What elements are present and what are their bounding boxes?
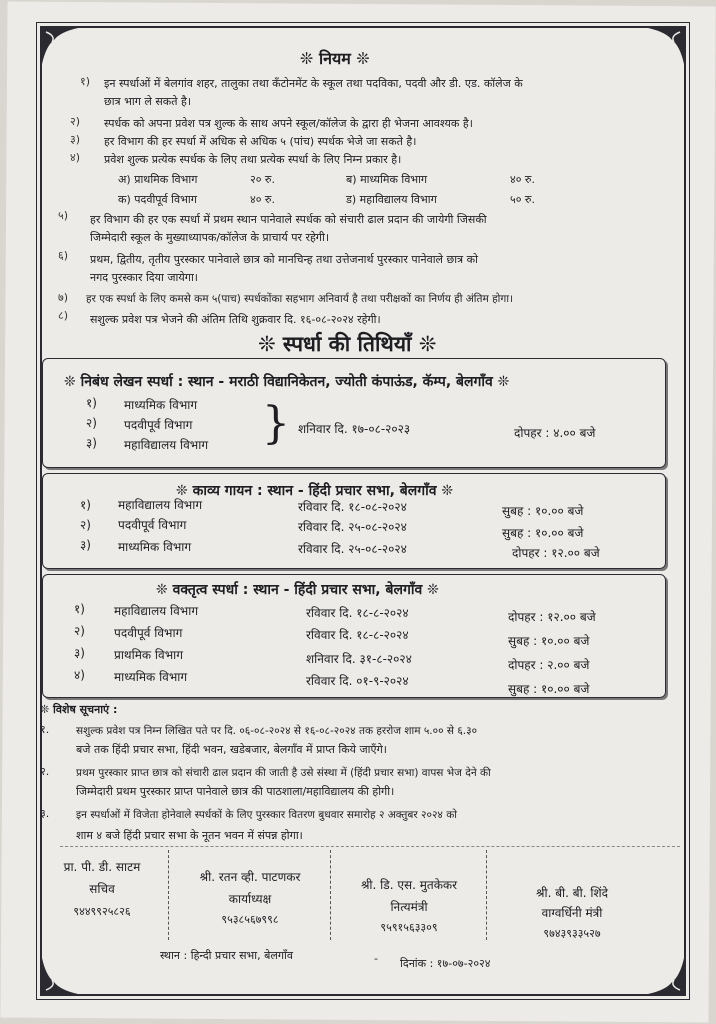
signatory-divider xyxy=(486,850,487,940)
poetry-title: ❊ काव्य गायन : स्थान - हिंदी प्रचार सभा, बेलगाँव ❊ xyxy=(176,483,454,499)
rule-number: ४) xyxy=(70,151,81,164)
fee-value: ५० रु. xyxy=(510,193,536,206)
essay-date: शनिवार दि. १७-०८-२०२३ xyxy=(298,422,411,436)
fee-value: २० रु. xyxy=(250,173,276,186)
rule-number: ७) xyxy=(58,291,69,304)
footer-date: दिनांक : १७-०७-२०२४ xyxy=(400,957,491,970)
speech-time: सुबह : १०.०० बजे xyxy=(508,634,590,648)
note-text: प्रथम पुरस्कार प्राप्त छात्र को संचारी ढाल प्रदान की जाती है उसे संस्था में (हिंदी प्रचार सभा) वापस भेज देने की xyxy=(76,767,491,779)
rule-number: ६) xyxy=(58,249,69,262)
speech-time: दोपहर : २.०० बजे xyxy=(508,658,590,672)
row-number: १) xyxy=(74,602,85,616)
notes-title: ❊ विशेष सूचनाएं : xyxy=(40,703,118,716)
rule-text: प्रवेश शुल्क प्रत्येक स्पर्धक के लिए तथा प्रत्येक स्पर्धा के लिए निम्न प्रकार है। xyxy=(104,153,402,166)
note-text: शाम ४ बजे हिंदी प्रचार सभा के नूतन भवन में संपन्न होगा। xyxy=(76,829,303,842)
rule-text: इन स्पर्धाओं में बेलगांव शहर, तालुका तथा कँटोनमेंट के स्कूल तथा पदविका, पदवी और डी. एड. कॉलेज के xyxy=(104,77,523,90)
note-number: १. xyxy=(40,723,50,736)
dept-name: प्राथमिक विभाग xyxy=(114,648,183,662)
essay-title: ❊ निबंध लेखन स्पर्धा : स्थान - मराठी विद्यानिकेतन, ज्योती कंपाऊंड, कॅम्प, बेलगाँव ❊ xyxy=(64,374,510,390)
poetry-time: दोपहर : १२.०० बजे xyxy=(512,546,600,560)
signatory-name: श्री. डि. एस. मुतकेकर xyxy=(360,878,458,892)
signatories-divider xyxy=(60,846,680,847)
schedule-title: ❊ स्पर्धा की तिथियाँ ❊ xyxy=(258,332,437,356)
rule-text: छात्र भाग ले सकते है। xyxy=(104,95,192,108)
dept-name: माध्यमिक विभाग xyxy=(118,540,192,554)
speech-title: ❊ वक्तृत्व स्पर्धा : स्थान - हिंदी प्रचार सभा, बेलगाँव ❊ xyxy=(156,582,439,598)
dept-name: माध्यमिक विभाग xyxy=(124,398,198,412)
dept-name: महाविद्यालय विभाग xyxy=(118,498,203,512)
fee-label: क) पदवीपूर्व विभाग xyxy=(118,193,197,206)
fee-label: ब) माध्यमिक विभाग xyxy=(346,173,428,186)
footer-separator: - xyxy=(374,952,378,965)
dept-name: महाविद्यालय विभाग xyxy=(124,438,209,452)
rule-text: प्रथम, द्वितीय, तृतीय पुरस्कार पानेवाले छात्र को मानचिन्ह तथा उत्तेजनार्थ पुरस्कार पानेवाले छात्र को xyxy=(90,253,478,266)
note-text: जिम्मेदारी प्रथम पुरस्कार प्राप्त पानेवाले छात्र की पाठशाला/महाविद्यालय की होगी। xyxy=(76,785,395,798)
row-number: ३) xyxy=(86,436,97,450)
poetry-date: रविवार दि. १८-०८-२०२४ xyxy=(298,500,407,514)
rule-text: स्पर्धक को अपना प्रवेश पत्र शुल्क के साथ अपने स्कूल/कॉलेज के द्वारा ही भेजना आवश्यक है। xyxy=(104,117,473,130)
row-number: १) xyxy=(86,396,97,410)
signatory-role: कार्याध्यक्ष xyxy=(228,892,272,906)
rule-number: २) xyxy=(70,115,81,128)
row-number: ३) xyxy=(74,646,85,660)
fee-label: अ) प्राथमिक विभाग xyxy=(118,173,198,186)
speech-date: रविवार दि. ०१-९-२०२४ xyxy=(306,674,409,688)
rule-number: ५) xyxy=(58,209,69,222)
note-number: ३. xyxy=(40,807,50,820)
note-text: इन स्पर्धाओं में विजेता होनेवाले स्पर्धकों के लिए पुरस्कार वितरण बुधवार समारोह २ अक्तुबर २०२४ को xyxy=(76,809,457,821)
essay-time: दोपहर : ४.०० बजे xyxy=(514,426,596,440)
dept-name: माध्यमिक विभाग xyxy=(114,670,188,684)
corner-ornament-icon xyxy=(40,26,80,66)
fee-value: ४० रु. xyxy=(510,173,536,186)
signatory-name: श्री. बी. बी. शिंदे xyxy=(535,886,609,900)
row-number: २) xyxy=(80,518,91,532)
speech-time: दोपहर : १२.०० बजे xyxy=(508,610,596,624)
row-number: ४) xyxy=(74,668,85,682)
signatory-role: वाग्वर्धिनी मंत्री xyxy=(541,906,603,920)
signatory-phone: ९४४९९२५८२६ xyxy=(73,905,131,918)
rule-number: १) xyxy=(80,75,91,88)
signatory-phone: ९५९१५६३३०९ xyxy=(380,921,438,934)
rules-title: ❊ नियम ❊ xyxy=(300,49,370,68)
brace-icon: } xyxy=(262,398,290,449)
dept-name: पदवीपूर्व विभाग xyxy=(118,518,187,532)
rule-text: जिम्मेदारी स्कूल के मुख्याध्यापक/कॉलेज के प्राचार्य पर रहेगी। xyxy=(90,231,330,244)
row-number: २) xyxy=(86,416,97,430)
speech-date: रविवार दि. १८-८-२०२४ xyxy=(306,628,409,642)
fee-label: ड) महाविद्यालय विभाग xyxy=(346,193,437,206)
signatory-role: नित्यमंत्री xyxy=(390,900,428,914)
row-number: २) xyxy=(74,624,85,638)
signatory-phone: ९७४३९३३५२७ xyxy=(543,927,601,940)
signatory-role: सचिव xyxy=(89,882,115,896)
row-number: १) xyxy=(80,498,91,512)
note-text: बजे तक हिंदी प्रचार सभा, हिंदी भवन, खडेबजार, बेलगाँव में प्राप्त किये जाएँगे। xyxy=(76,743,387,756)
row-number: ३) xyxy=(80,538,91,552)
note-text: सशुल्क प्रवेश पत्र निम्न लिखित पते पर दि. ०६-०८-२०२४ से १६-०८-२०२४ तक हररोज शाम ५.०० से ६.३० xyxy=(76,725,478,737)
speech-date: रविवार दि. १८-८-२०२४ xyxy=(306,606,409,620)
signatory-phone: ९५३८५६७९९८ xyxy=(221,913,279,926)
poetry-date: रविवार दि. २५-०८-२०२४ xyxy=(298,542,407,556)
signatory-divider xyxy=(168,850,169,940)
rule-number: ३) xyxy=(70,133,81,146)
poetry-date: रविवार दि. २५-०८-२०२४ xyxy=(298,520,407,534)
corner-ornament-icon xyxy=(646,956,686,996)
corner-ornament-icon xyxy=(646,26,686,66)
signatory-divider xyxy=(330,850,331,940)
rule-text: हर विभाग की हर एक स्पर्धा में प्रथम स्थान पानेवाले स्पर्धक को संचारी ढाल प्रदान की जायेगी जिसकी xyxy=(90,213,487,226)
signatory-name: श्री. रतन व्ही. पाटणकर xyxy=(199,870,301,884)
speech-time: सुबह : १०.०० बजे xyxy=(508,682,590,696)
poetry-time: सुबह : १०.०० बजे xyxy=(502,504,584,518)
rule-text: नगद पुरस्कार दिया जायेगा। xyxy=(90,271,198,284)
footer-place: स्थान : हिन्दी प्रचार सभा, बेलगाँव xyxy=(160,949,294,962)
rule-text: सशुल्क प्रवेश पत्र भेजने की अंतिम तिथि शुक्रवार दि. १६-०८-२०२४ रहेगी। xyxy=(90,313,381,326)
fee-value: ४० रु. xyxy=(250,193,276,206)
signatory-name: प्रा. पी. डी. साटम xyxy=(63,860,141,874)
speech-date: शनिवार दि. ३१-८-२०२४ xyxy=(306,652,412,666)
dept-name: पदवीपूर्व विभाग xyxy=(124,418,193,432)
rule-number: ८) xyxy=(58,309,69,322)
rule-text: हर विभाग की हर स्पर्धा में अधिक से अधिक ५ (पांच) स्पर्धक भेजे जा सकते है। xyxy=(104,135,417,148)
note-number: २. xyxy=(40,765,50,778)
corner-ornament-icon xyxy=(40,956,80,996)
dept-name: महाविद्यालय विभाग xyxy=(114,604,199,618)
rule-text: हर एक स्पर्धा के लिए कमसे कम ५(पाच) स्पर्धकोंका सहभाग अनिवार्य है तथा परीक्षकों का निर्णय ही अंतिम होगा। xyxy=(86,293,514,305)
poetry-time: सुबह : १०.०० बजे xyxy=(502,526,584,540)
dept-name: पदवीपूर्व विभाग xyxy=(114,626,183,640)
